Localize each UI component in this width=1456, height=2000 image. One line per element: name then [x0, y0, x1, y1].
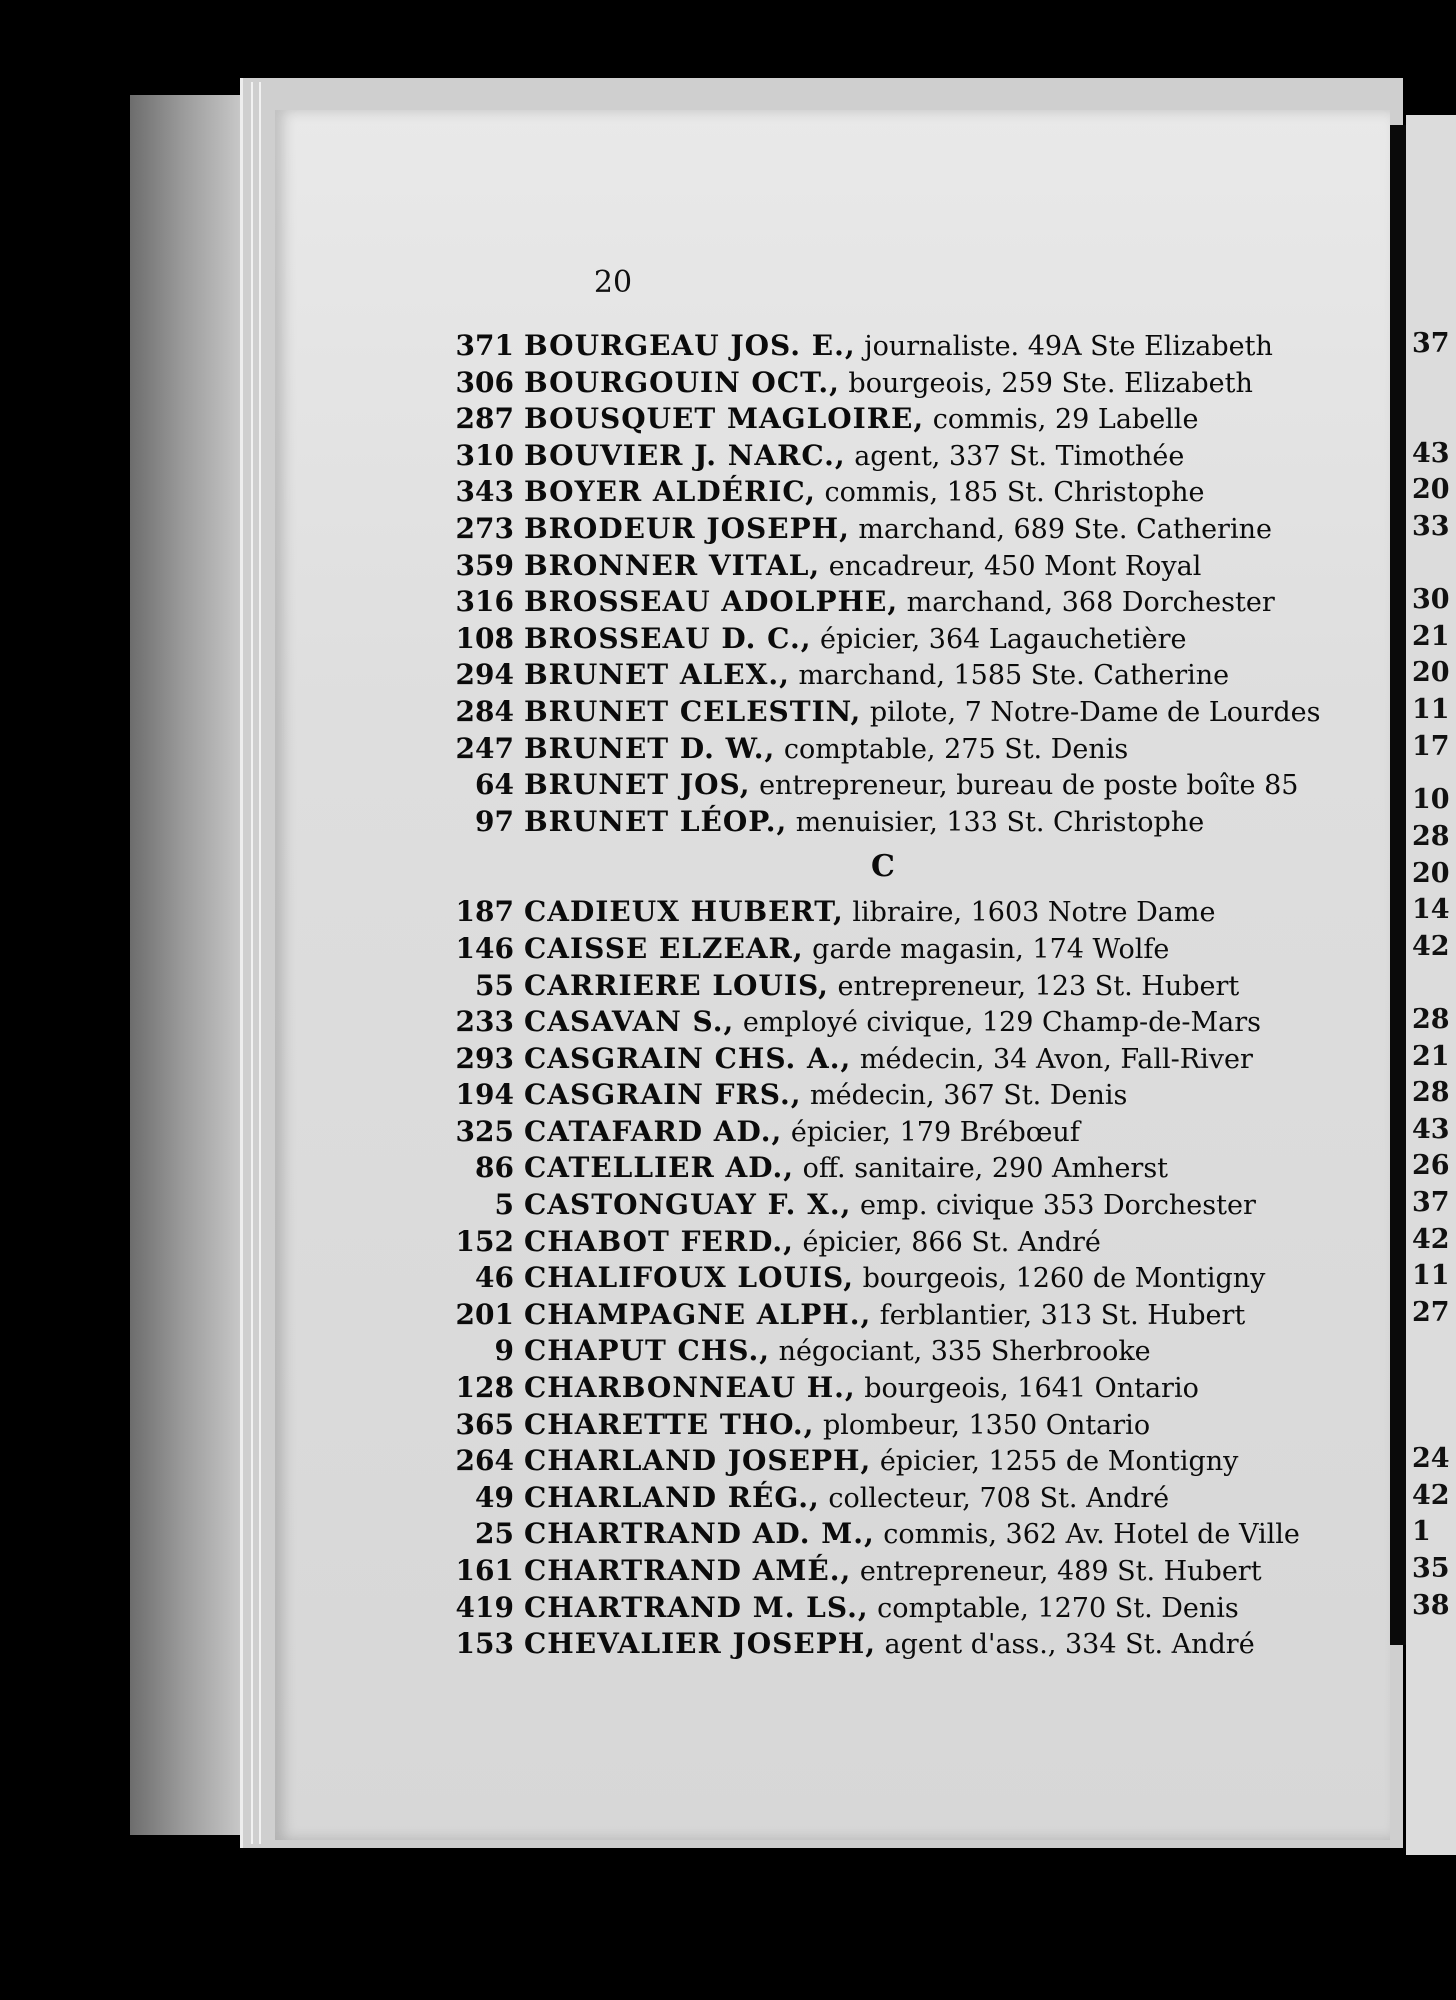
- directory-entry: [438, 365, 1388, 402]
- next-page-fragment: 26: [1412, 1150, 1450, 1182]
- directory-entry: [438, 931, 1388, 968]
- entry-detail: libraire, 1603 Notre Dame: [843, 897, 1216, 929]
- directory-entries: [438, 328, 1388, 1663]
- entry-detail: marchand, 689 Ste. Catherine: [849, 513, 1272, 545]
- entry-name: CHARBONNEAU H.,: [524, 1371, 856, 1405]
- entry-detail: off. sanitaire, 290 Amherst: [794, 1153, 1169, 1185]
- directory-entry: [438, 584, 1388, 621]
- directory-entry: [438, 1004, 1388, 1041]
- directory-entry: [438, 511, 1388, 548]
- directory-entry: [438, 694, 1388, 731]
- entry-detail: médecin, 34 Avon, Fall-River: [851, 1043, 1253, 1075]
- next-page-fragment: 43: [1412, 437, 1450, 469]
- entry-detail: marchand, 368 Dorchester: [898, 587, 1275, 619]
- entry-name: CASGRAIN FRS.,: [524, 1078, 802, 1112]
- entry-name: CHARTRAND AMÉ.,: [524, 1554, 852, 1587]
- directory-entry: [438, 657, 1388, 694]
- directory-entry: [438, 1480, 1388, 1517]
- next-page-fragment: 20: [1412, 657, 1450, 689]
- entry-detail: agent, 337 St. Timothée: [845, 440, 1185, 472]
- directory-entry: [438, 804, 1388, 841]
- entry-name: BOURGEAU JOS. E.,: [524, 329, 856, 362]
- entry-detail: comptable, 1270 St. Denis: [868, 1592, 1239, 1624]
- next-page-fragment: 42: [1412, 930, 1450, 962]
- directory-entry: [438, 767, 1388, 804]
- next-page-fragment: 27: [1412, 1296, 1450, 1328]
- next-page-fragment: 30: [1412, 584, 1450, 616]
- entry-number: 264: [455, 1444, 514, 1478]
- entry-number: 97: [475, 804, 514, 838]
- entry-number: 152: [455, 1224, 514, 1258]
- entry-detail: bourgeois, 259 Ste. Elizabeth: [839, 367, 1253, 399]
- entry-name: CHABOT FERD.,: [524, 1224, 794, 1258]
- next-page-fragment: 28: [1412, 1077, 1450, 1109]
- entry-number: 194: [455, 1078, 514, 1112]
- entry-detail: négociant, 335 Sherbrooke: [769, 1336, 1151, 1368]
- section-letter: C: [871, 849, 895, 885]
- directory-entry: [438, 1150, 1388, 1187]
- entry-name: BRUNET LÉOP.,: [524, 804, 788, 838]
- entry-number: 371: [455, 329, 514, 362]
- entry-detail: entrepreneur, 123 St. Hubert: [828, 970, 1240, 1002]
- entry-name: CADIEUX HUBERT,: [524, 895, 844, 929]
- entry-number: 306: [455, 365, 514, 399]
- directory-entry: [438, 1260, 1388, 1297]
- entry-number: 5: [494, 1188, 514, 1222]
- entry-name: BRUNET JOS,: [524, 768, 751, 802]
- entry-detail: bourgeois, 1641 Ontario: [855, 1373, 1199, 1405]
- entry-name: CHALIFOUX LOUIS,: [524, 1261, 854, 1295]
- entry-detail: agent d'ass., 334 St. André: [875, 1629, 1255, 1661]
- entry-number: 325: [455, 1114, 514, 1148]
- next-page-fragment: 1: [1412, 1516, 1431, 1548]
- entry-detail: marchand, 1585 Ste. Catherine: [789, 660, 1230, 692]
- entry-detail: commis, 29 Labelle: [924, 404, 1199, 436]
- directory-entry: [438, 1553, 1388, 1590]
- entry-number: 316: [455, 585, 514, 619]
- next-page-fragment: 33: [1412, 511, 1450, 542]
- entry-detail: menuisier, 133 St. Christophe: [787, 806, 1205, 838]
- entry-detail: pilote, 7 Notre-Dame de Lourdes: [861, 696, 1321, 728]
- entry-name: CASGRAIN CHS. A.,: [524, 1041, 852, 1075]
- next-page-fragment: 35: [1412, 1553, 1450, 1584]
- entry-name: CHARLAND RÉG.,: [524, 1480, 820, 1514]
- entry-detail: commis, 185 St. Christophe: [815, 477, 1205, 509]
- next-page-fragment: 38: [1412, 1589, 1450, 1621]
- gutter: [1390, 125, 1406, 1645]
- entry-name: CASAVAN S.,: [524, 1005, 735, 1039]
- next-page-fragment: 10: [1412, 784, 1450, 816]
- entry-detail: comptable, 275 St. Denis: [775, 733, 1129, 765]
- directory-entry: [438, 1407, 1388, 1444]
- directory-entry: [438, 1187, 1388, 1224]
- directory-entry: [438, 1590, 1388, 1627]
- entry-number: 49: [475, 1480, 514, 1514]
- entry-name: CHEVALIER JOSEPH,: [524, 1627, 876, 1661]
- directory-entry: [438, 894, 1388, 931]
- entry-detail: bourgeois, 1260 de Montigny: [853, 1263, 1266, 1295]
- entry-detail: épicier, 179 Brébœuf: [782, 1116, 1080, 1148]
- next-page-fragment: 37: [1412, 1187, 1450, 1218]
- next-page-fragment: 21: [1412, 620, 1450, 652]
- directory-entry: [438, 1077, 1388, 1114]
- entry-name: CHAPUT CHS.,: [524, 1334, 770, 1368]
- entry-name: CHARTRAND M. LS.,: [524, 1590, 869, 1624]
- next-page-fragment: 21: [1412, 1040, 1450, 1072]
- entry-detail: épicier, 364 Lagauchetière: [811, 623, 1187, 655]
- next-page-fragment: 24: [1412, 1443, 1450, 1475]
- entry-number: 25: [475, 1517, 514, 1551]
- entry-detail: garde magasin, 174 Wolfe: [803, 933, 1170, 965]
- next-page-fragment: 28: [1412, 821, 1450, 852]
- entry-detail: plombeur, 1350 Ontario: [814, 1409, 1151, 1441]
- next-page-fragment: 42: [1412, 1479, 1450, 1511]
- entry-number: 146: [455, 931, 514, 965]
- next-page-fragment: 11: [1412, 694, 1450, 725]
- entry-name: BROSSEAU ADOLPHE,: [524, 585, 899, 619]
- entry-number: 55: [475, 968, 514, 1002]
- directory-entry: [438, 621, 1388, 658]
- entry-name: CHARETTE THO.,: [524, 1407, 815, 1441]
- entry-number: 9: [494, 1334, 514, 1368]
- entry-name: BRODEUR JOSEPH,: [524, 511, 850, 545]
- entry-number: 153: [455, 1627, 514, 1661]
- entry-detail: épicier, 866 St. André: [793, 1226, 1101, 1258]
- directory-entry: [438, 968, 1388, 1005]
- directory-entry: [438, 1626, 1388, 1663]
- entry-name: CHARTRAND AD. M.,: [524, 1517, 875, 1551]
- entry-number: 161: [455, 1554, 514, 1587]
- next-page-fragment: 14: [1412, 894, 1450, 926]
- entry-number: 343: [455, 475, 514, 509]
- entry-name: BOUSQUET MAGLOIRE,: [524, 402, 925, 436]
- entry-number: 310: [455, 438, 514, 472]
- entry-number: 64: [475, 768, 514, 802]
- directory-entry: [438, 1224, 1388, 1261]
- next-page-fragment: 20: [1412, 474, 1450, 506]
- entry-name: CATAFARD AD.,: [524, 1114, 783, 1148]
- directory-entry: [438, 401, 1388, 438]
- entry-name: CASTONGUAY F. X.,: [524, 1188, 852, 1222]
- entry-number: 359: [455, 548, 514, 582]
- entry-name: CARRIERE LOUIS,: [524, 968, 829, 1002]
- entry-number: 128: [455, 1371, 514, 1405]
- entry-number: 365: [455, 1407, 514, 1441]
- entry-number: 294: [455, 658, 514, 692]
- entry-number: 287: [455, 402, 514, 436]
- entry-name: BROSSEAU D. C.,: [524, 621, 812, 655]
- entry-number: 247: [455, 731, 514, 765]
- directory-entry: [438, 1333, 1388, 1370]
- next-page-fragment: 28: [1412, 1004, 1450, 1035]
- entry-number: 187: [455, 895, 514, 929]
- directory-entry: [438, 328, 1388, 365]
- directory-entry: [438, 1041, 1388, 1078]
- directory-entry: [438, 731, 1388, 768]
- entry-detail: entrepreneur, 489 St. Hubert: [851, 1556, 1262, 1587]
- entry-name: BOURGOUIN OCT.,: [524, 365, 840, 399]
- entry-number: 108: [455, 621, 514, 655]
- entry-number: 201: [455, 1297, 514, 1331]
- entry-detail: entrepreneur, bureau de poste boîte 85: [750, 770, 1299, 802]
- entry-number: 419: [455, 1590, 514, 1624]
- entry-name: BRUNET D. W.,: [524, 731, 776, 765]
- directory-entry: [438, 1443, 1388, 1480]
- directory-entry: [438, 1114, 1388, 1151]
- entry-name: BOUVIER J. NARC.,: [524, 438, 846, 472]
- entry-name: BOYER ALDÉRIC,: [524, 475, 816, 509]
- entry-name: CAISSE ELZEAR,: [524, 931, 804, 965]
- entry-detail: épicier, 1255 de Montigny: [871, 1446, 1239, 1478]
- entry-name: BRUNET ALEX.,: [524, 658, 790, 692]
- entry-name: BRUNET CELESTIN,: [524, 694, 862, 728]
- page-number: 20: [593, 265, 633, 300]
- next-page-fragment: 17: [1412, 730, 1450, 762]
- directory-entry: [438, 1516, 1388, 1553]
- next-page-fragment: 37: [1412, 328, 1450, 359]
- entry-number: 233: [455, 1005, 514, 1039]
- entry-name: CATELLIER AD.,: [524, 1151, 794, 1185]
- next-page-fragment: 11: [1412, 1260, 1450, 1292]
- entry-number: 273: [455, 511, 514, 545]
- entry-detail: collecteur, 708 St. André: [819, 1482, 1170, 1514]
- entry-detail: ferblantier, 313 St. Hubert: [871, 1299, 1246, 1331]
- entry-number: 293: [455, 1041, 514, 1075]
- entry-name: CHAMPAGNE ALPH.,: [524, 1297, 872, 1331]
- entry-name: BRONNER VITAL,: [524, 548, 821, 582]
- entry-detail: journaliste. 49A Ste Elizabeth: [855, 331, 1273, 362]
- entry-detail: médecin, 367 St. Denis: [801, 1080, 1128, 1112]
- entry-detail: encadreur, 450 Mont Royal: [820, 550, 1202, 582]
- directory-entry: [438, 1297, 1388, 1334]
- directory-entry: [438, 474, 1388, 511]
- entry-detail: commis, 362 Av. Hotel de Ville: [874, 1519, 1300, 1551]
- next-page-fragment: 20: [1412, 857, 1450, 889]
- directory-entry: [438, 438, 1388, 475]
- entry-number: 46: [475, 1261, 514, 1295]
- next-page-fragment: 43: [1412, 1113, 1450, 1145]
- entry-name: CHARLAND JOSEPH,: [524, 1444, 872, 1478]
- entry-detail: emp. civique 353 Dorchester: [851, 1190, 1256, 1222]
- directory-entry: [438, 1370, 1388, 1407]
- entry-number: 284: [455, 694, 514, 728]
- entry-number: 86: [475, 1151, 514, 1185]
- next-page-fragment: 42: [1412, 1223, 1450, 1255]
- entry-detail: employé civique, 129 Champ-de-Mars: [734, 1007, 1262, 1039]
- directory-entry: [438, 548, 1388, 585]
